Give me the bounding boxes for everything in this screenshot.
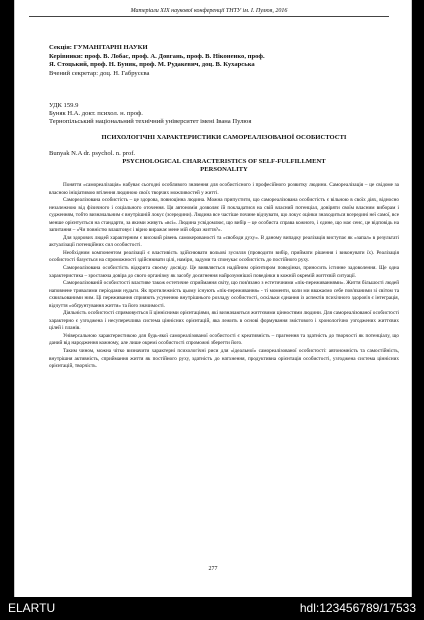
paragraph: Для здорових людей характерним є високий рівень самокерованості та «свободи духу». В даному випадку реалізація виступає як «запал» в результаті актуалізації потенційних сил особистості. [49, 234, 399, 249]
section-block [49, 44, 399, 78]
section-title: Секція: ГУМАНІТАРНІ НАУКИ [49, 44, 148, 51]
repository-footer [0, 597, 424, 620]
university: Тернопільський національний технічний університет імені Івана Пулюя [49, 118, 252, 125]
repository-name: ELARTU [8, 601, 56, 615]
paragraph: Самореалізована особистість відкрита своєму досвіду. Це виявляється надійним орієнтиром поведінки, приносить істинне задоволення. Ще одна характеристика – зростаюча довіра до свого організму як засобу досягнення найрозумнішої поведінки в кожній окремій життєвій ситуації. [49, 265, 399, 279]
article-body [49, 182, 399, 371]
section-leaders-line2: Я. Стоцький, проф. Н. Буняк, проф. М. Рудакевич, доц. В. Кухарська [49, 61, 255, 69]
section-leaders-line1: Керівники: проф. В. Лобас, проф. А. Довгань, проф. В. Ніконенко, проф. [49, 52, 265, 60]
paragraph: Необхідним компонентом реалізації є властивість здійснювати вольові зусилля (проводити вибір, приймати рішення і виконувати їх). Реалізація особистості базується на спроможності здійснювати цілі, наміри, задуми та спонукає особистість до постійного руху. [49, 249, 399, 264]
title-en-line2: PERSONALITY [200, 166, 248, 173]
running-header: Матеріали XIX наукової конференції ТНТУ ім. І. Пулюя, 2016 [29, 8, 389, 17]
udc: УДК 159.9 [49, 102, 79, 109]
author-en: Bunyak N.A dr. psychol. n. prof. [49, 150, 136, 157]
paragraph: Поняття «самореалізація» набуває сьогодні особливого значення для особистісного і професійного розвитку людини. Самореалізація – це свідоме за власною ініціативою втілення людиною своїх творчих можливостей у житті. [49, 182, 399, 196]
section-secretary: Вчений секретар: доц. Н. Габрусєва [49, 69, 150, 77]
paragraph: Діяльність особистості спрямовується її ціннісними орієнтаціями, які визначаються життєвими цінностями людини. Для самореалізованої особистості характерно є узгоджена і несуперечлива система ціннісних орієнтацій, яка лежить в основі формування змістового і хронологічно узгоджених життєвих цілей і планів. [49, 310, 399, 332]
title-ua: ПСИХОЛОГІЧНІ ХАРАКТЕРИСТИКИ САМОРЕАЛІЗОВАНОЇ ОСОБИСТОСТІ [101, 134, 347, 141]
document-page [14, 0, 412, 597]
paragraph: Таким чином, можна чітко визначити характерні психологічні риси для «ідеальної» самореалізованої особистості: автономність та самостійність, внутрішня активність, сприймання життя як постійного руху, здатність до натхнення, продуктивна орієнтація особистості, узгоджена система ціннісних орієнтацій, творчість. [49, 348, 399, 370]
author-ua: Буняк Н.А. докт. психол. н. проф. [49, 110, 143, 117]
page-number: 277 [208, 566, 218, 572]
paragraph: Самореалізована особистість – це здорова, повноцінна людина. Можна припустити, що самореалізована особистість є вільною в своїх діях, відносно незалежною від фізичного і соціального оточення. Ця автономія дозволяє їй покладатися на свій власний потенціал, довіряти своїм власним виборам і судженням, тобто визначальним є внутрішній локус (зсередини). Людина все частіше почине відчувати, що локус оцінки знаходиться всередині неї самої, все менше орієнтується на стандарти, за якими живуть «всі». Людина усвідомлює, що вибір – це особиста справа кожного, і єдине, що має сенс, це відповідь на запитання – «Чи повністю влаштовує і вірно виражає мене мій образ життя?». [49, 197, 399, 234]
title-en-line1: PSYCHOLOGICAL CHARACTERISTICS OF SELF-FULFILLMENT [122, 158, 326, 165]
paragraph: Універсальною характеристикою для будь-якої самореалізованої особистості є креативність – прагнення та здатність до творчості як потенціалу, що даний від народження кожному, але лише окремі особистості спроможні зберегти його. [49, 332, 399, 347]
handle-link[interactable]: hdl:123456789/17533 [299, 601, 416, 615]
paragraph: Самореалізованій особистості властиве також естетичне сприймання світу, що пов'язано з естетичними «пік-переживаннями». Життя більшості людей наповнене тривалими періодами нудьги. Як протилежність цьому існують «пік-переживання» - ті моменти, коли ми вважаємо себе пов'язаними зі світом та схвильованими ним. Ці переживання сприяють усуненню внутрішнього розладу особистості, оскільки єднання із аспектів психічного здоров'я є інтеграція, відчуття «обґрунтування життя» та його значимості. [49, 280, 399, 309]
